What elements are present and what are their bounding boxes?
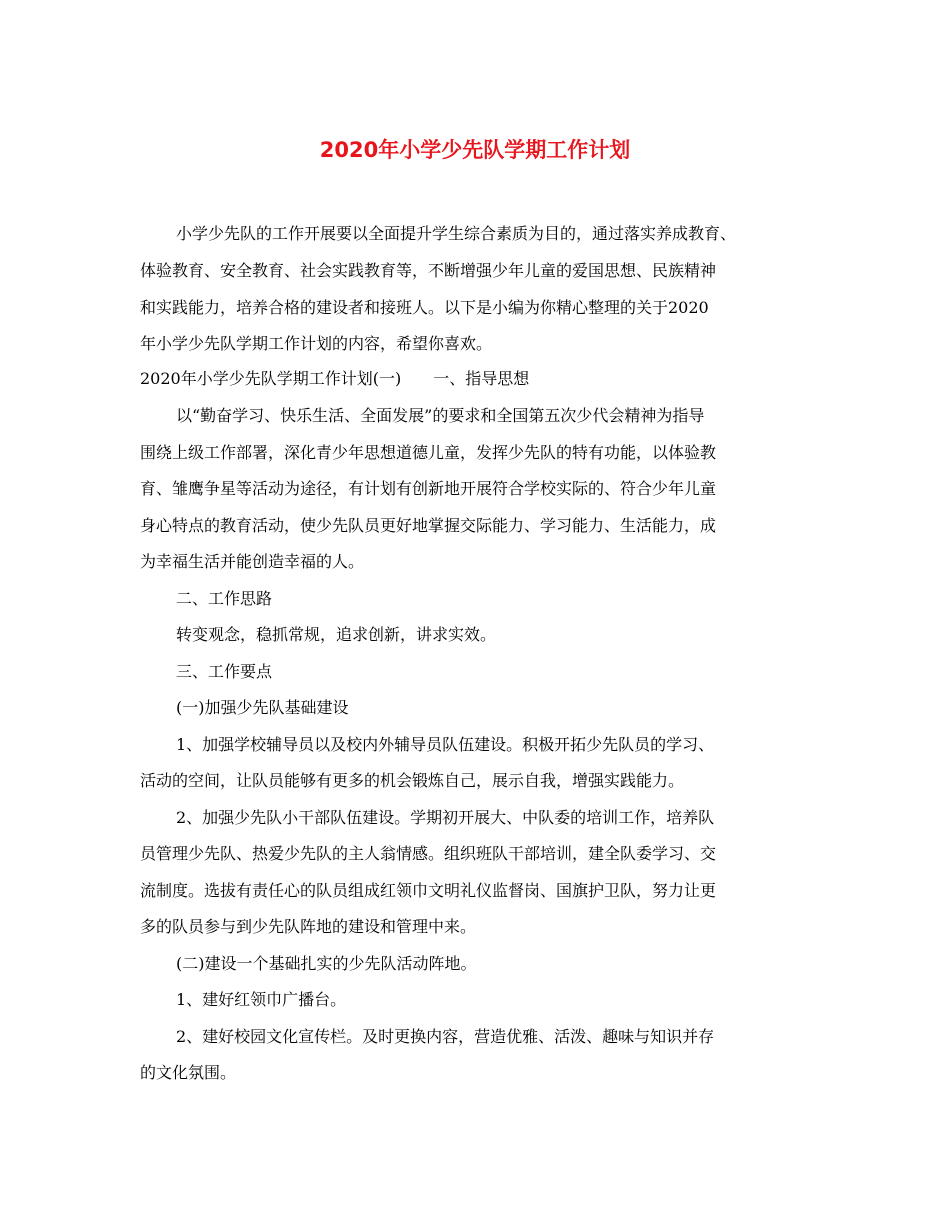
subsection-heading: (二)建设一个基础扎实的少先队活动阵地。 [176,954,477,973]
paragraph-line: 身心特点的教育活动，使少先队员更好地掌握交际能力、学习能力、生活能力，成 [140,516,717,535]
paragraph-line: 1、建好红领巾广播台。 [176,990,347,1009]
paragraph-line: 2、建好校园文化宣传栏。及时更换内容，营造优雅、活泼、趣味与知识并存 [176,1027,715,1046]
paragraph-line: 为幸福生活并能创造幸福的人。 [140,552,365,571]
paragraph-line: 流制度。选拔有责任心的队员组成红领巾文明礼仪监督岗、国旗护卫队，努力让更 [140,881,717,900]
paragraph-line: 年小学少先队学期工作计划的内容，希望你喜欢。 [140,334,493,353]
paragraph-line: 小学少先队的工作开展要以全面提升学生综合素质为目的，通过落实养成教育、 [176,224,737,243]
paragraph-line: 活动的空间，让队员能够有更多的机会锻炼自己，展示自我，增强实践能力。 [140,771,685,790]
section-heading: 三、工作要点 [176,662,273,681]
paragraph-line: 转变观念，稳抓常规，追求创新，讲求实效。 [176,625,497,644]
paragraph-line: 以“勤奋学习、快乐生活、全面发展”的要求和全国第五次少代会精神为指导 [176,406,705,425]
paragraph-line: 围绕上级工作部署，深化青少年思想道德儿童，发挥少先队的特有功能，以体验教 [140,443,717,462]
paragraph-line: 多的队员参与到少先队阵地的建设和管理中来。 [140,917,477,936]
section-heading: 二、工作思路 [176,589,273,608]
paragraph-line: 1、加强学校辅导员以及校内外辅导员队伍建设。积极开拓少先队员的学习、 [176,735,715,754]
paragraph-line: 2、加强少先队小干部队伍建设。学期初开展大、中队委的培训工作，培养队 [176,808,715,827]
subsection-heading: (一)加强少先队基础建设 [176,698,349,717]
document-title: 2020年小学少先队学期工作计划 [319,138,631,162]
paragraph-line: 育、雏鹰争星等活动为途径，有计划有创新地开展符合学校实际的、符合少年儿童 [140,479,717,498]
paragraph-line: 的文化氛围。 [140,1063,237,1082]
paragraph-line: 和实践能力，培养合格的建设者和接班人。以下是小编为你精心整理的关于2020 [140,298,709,317]
paragraph-line: 员管理少先队、热爱少先队的主人翁情感。组织班队干部培训，建全队委学习、交 [140,844,717,863]
paragraph-line: 2020年小学少先队学期工作计划(一) 一、指导思想 [140,369,530,388]
paragraph-line: 体验教育、安全教育、社会实践教育等，不断增强少年儿童的爱国思想、民族精神 [140,261,717,280]
